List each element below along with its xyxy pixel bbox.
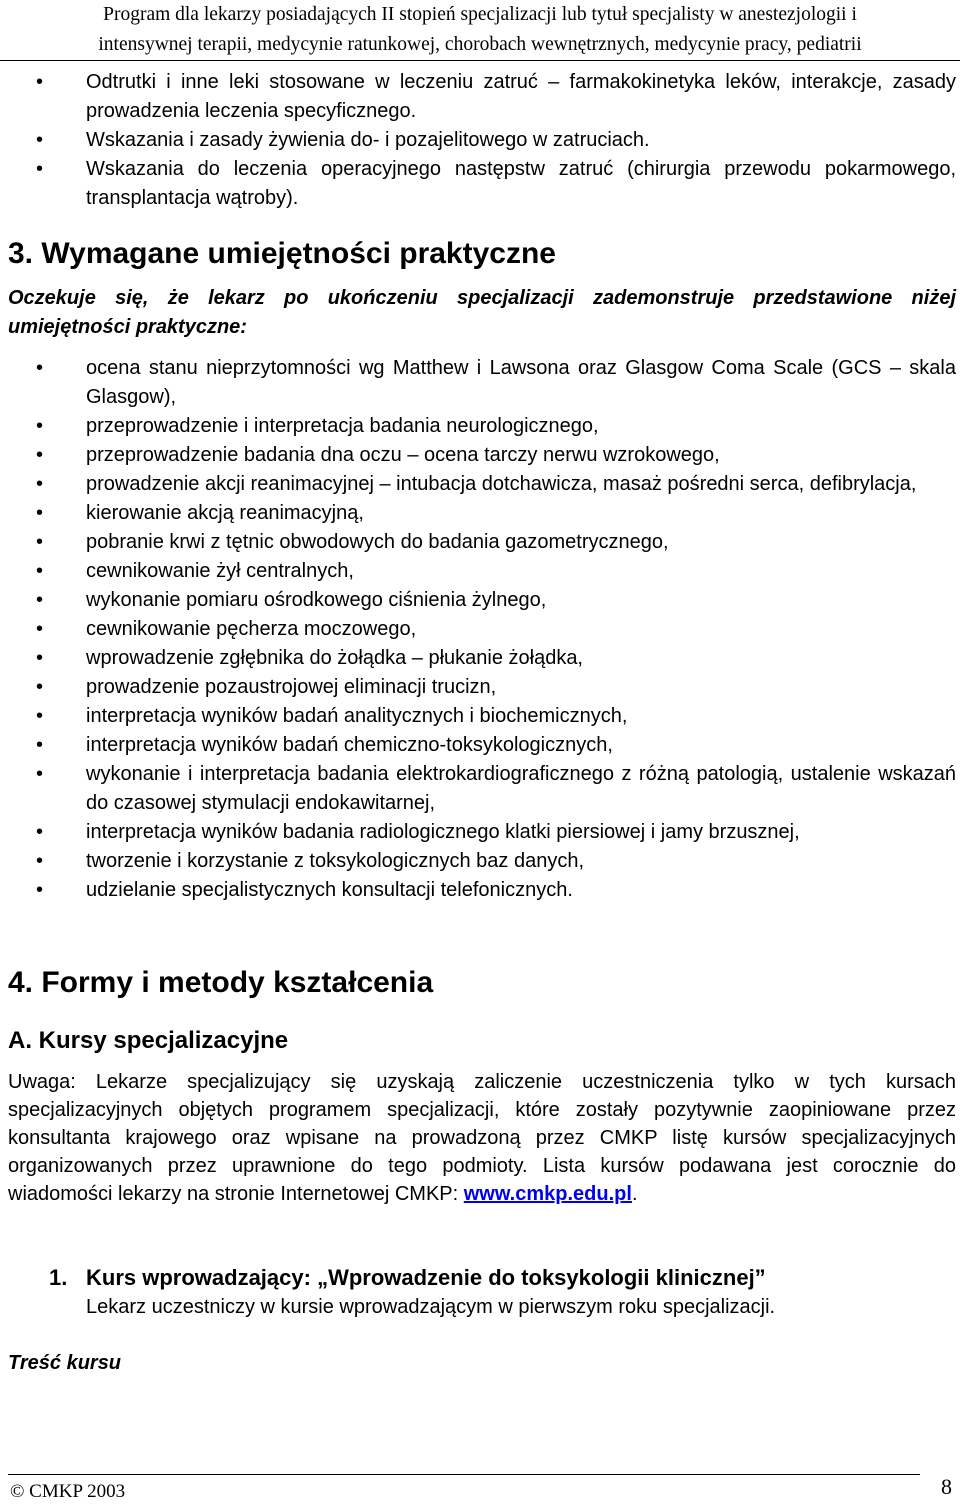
- list-item: • Odtrutki i inne leki stosowane w leczeniu zatruć – farmakokinetyka leków, interakcje, zasady prowadzenia leczenia specyficznego.: [0, 68, 960, 126]
- section-3-heading: 3. Wymagane umiejętności praktyczne: [8, 237, 556, 270]
- cmkp-website-link[interactable]: www.cmkp.edu.pl: [463, 1183, 632, 1205]
- course-1-note: Lekarz uczestniczy w kursie wprowadzającym w pierwszym roku specjalizacji.: [86, 1296, 776, 1318]
- list-item: • udzielanie specjalistycznych konsultacji telefonicznych.: [0, 876, 960, 905]
- page-header: [0, 0, 960, 60]
- list-item: • przeprowadzenie i interpretacja badania neurologicznego,: [0, 412, 960, 441]
- list-item: • interpretacja wyników badań analitycznych i biochemicznych,: [0, 702, 960, 731]
- header-divider: [0, 60, 960, 61]
- list-item: • Wskazania do leczenia operacyjnego następstw zatruć (chirurgia przewodu pokarmowego, transplantacja wątroby).: [0, 155, 960, 213]
- list-item: • tworzenie i korzystanie z toksykologicznych baz danych,: [0, 847, 960, 876]
- course-1-heading: [49, 1263, 949, 1293]
- course-1-title: Kurs wprowadzający: „Wprowadzenie do toksykologii klinicznej”: [86, 1265, 766, 1290]
- course-1-number: 1.: [49, 1265, 68, 1290]
- section-3-intro: Oczekuje się, że lekarz po ukończeniu specjalizacji zademonstruje przedstawione niżej umiejętności praktyczne:: [8, 287, 956, 338]
- courses-note-paragraph: [8, 1068, 956, 1208]
- section-4-heading: 4. Formy i metody kształcenia: [8, 966, 434, 999]
- link-trailing-period: .: [631, 1183, 638, 1205]
- list-item: • prowadzenie pozaustrojowej eliminacji trucizn,: [0, 673, 960, 702]
- list-item: • cewnikowanie pęcherza moczowego,: [0, 615, 960, 644]
- page-number: 8: [941, 1474, 952, 1499]
- list-item: • interpretacja wyników badań chemiczno-toksykologicznych,: [0, 731, 960, 760]
- header-line-1: Program dla lekarzy posiadających II stopień specjalizacji lub tytuł specjalisty w anestezjologii i: [103, 4, 857, 25]
- list-item: • interpretacja wyników badania radiologicznego klatki piersiowej i jamy brzusznej,: [0, 818, 960, 847]
- skills-bullet-list: [0, 354, 960, 905]
- course-content-label: Treść kursu: [8, 1352, 122, 1374]
- list-item: • cewnikowanie żył centralnych,: [0, 557, 960, 586]
- courses-note-text: Uwaga: Lekarze specjalizujący się uzyskają zaliczenie uczestniczenia tylko w tych kursach specjalizacyjnych objętych programem specjalizacji, które zostały pozytywnie zaopiniowane przez konsultanta krajowego oraz wpisane na prowadzoną przez CMKP listę kursów specjalizacyjnych organizowanych przez uprawnione do tego podmioty. Lista kursów podawana jest corocznie do wiadomości lekarzy na stronie Internetowej CMKP:: [8, 1071, 956, 1205]
- list-item: • pobranie krwi z tętnic obwodowych do badania gazometrycznego,: [0, 528, 960, 557]
- header-line-2: intensywnej terapii, medycynie ratunkowej, chorobach wewnętrznych, medycynie pracy, pediatrii: [98, 34, 862, 55]
- list-item: • wykonanie i interpretacja badania elektrokardiograficznego z różną patologią, ustalenie wskazań do czasowej stymulacji endokawitarnej,: [0, 760, 960, 818]
- footer-divider: [8, 1474, 920, 1475]
- list-item: • ocena stanu nieprzytomności wg Matthew i Lawsona oraz Glasgow Coma Scale (GCS – skala Glasgow),: [0, 354, 960, 412]
- top-bullet-list: [0, 68, 960, 213]
- section-a-heading: A. Kursy specjalizacyjne: [8, 1027, 289, 1054]
- footer-copyright: © CMKP 2003: [10, 1481, 126, 1502]
- list-item: • prowadzenie akcji reanimacyjnej – intubacja dotchawicza, masaż pośredni serca, defibrylacja,: [0, 470, 960, 499]
- list-item: • kierowanie akcją reanimacyjną,: [0, 499, 960, 528]
- list-item: • przeprowadzenie badania dna oczu – ocena tarczy nerwu wzrokowego,: [0, 441, 960, 470]
- list-item: • Wskazania i zasady żywienia do- i pozajelitowego w zatruciach.: [0, 126, 960, 155]
- list-item: • wprowadzenie zgłębnika do żołądka – płukanie żołądka,: [0, 644, 960, 673]
- list-item: • wykonanie pomiaru ośrodkowego ciśnienia żylnego,: [0, 586, 960, 615]
